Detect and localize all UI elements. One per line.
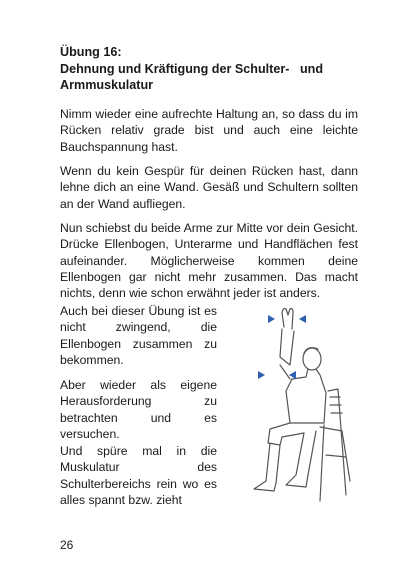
paragraph-challenge: Aber wieder als eigene Herausforderung zu betrachten und es versuchen. <box>60 378 217 441</box>
arrow-icons <box>258 315 306 379</box>
paragraph-elbows: Auch bei dieser Übung ist es nicht zwingend, die Ellenbogen zusammen zu bekommen. <box>60 304 217 367</box>
arrow-right-icon <box>268 315 275 323</box>
forearms-sketch <box>280 329 294 365</box>
exercise-heading <box>60 44 360 94</box>
shin-sketch <box>254 443 280 491</box>
hands-sketch <box>282 309 293 330</box>
thigh-sketch <box>268 423 304 445</box>
paragraph-posture: Nimm wieder eine aufrechte Haltung an, so dass du im Rücken relativ grade bist und auch eine leichte Bauchspannung hast. <box>60 107 358 154</box>
arrow-left-icon <box>299 315 306 323</box>
arrow-right-icon <box>258 371 265 379</box>
exercise-illustration <box>246 305 356 505</box>
torso-sketch <box>286 369 326 423</box>
exercise-title-line-2: Armmuskulatur <box>60 78 154 92</box>
page-number: 26 <box>60 538 74 552</box>
exercise-title-line-1: Dehnung und Kräftigung der Schulter- und <box>60 61 324 76</box>
paragraph-arms: Nun schiebst du beide Arme zur Mitte vor dein Gesicht. Drücke Ellenbogen, Unterarme und Handflächen fest aufeinander. Möglicherweise kommen deine Ellenbogen gar nicht mehr zusammen. Das macht nichts, denn wie schon erwähnt jeder ist anders. <box>60 221 358 301</box>
exercise-number: Übung 16: <box>60 45 122 59</box>
paragraph-wall: Wenn du kein Gespür für deinen Rücken hast, dann lehne dich an eine Wand. Gesäß und Schultern sollten an der Wand aufliegen. <box>60 164 358 211</box>
paragraph-feel: Und spüre mal in die Muskulatur des Schulterbereichs rein wo es alles spannt bzw. zieht <box>60 444 217 507</box>
arrow-left-icon <box>289 371 296 379</box>
